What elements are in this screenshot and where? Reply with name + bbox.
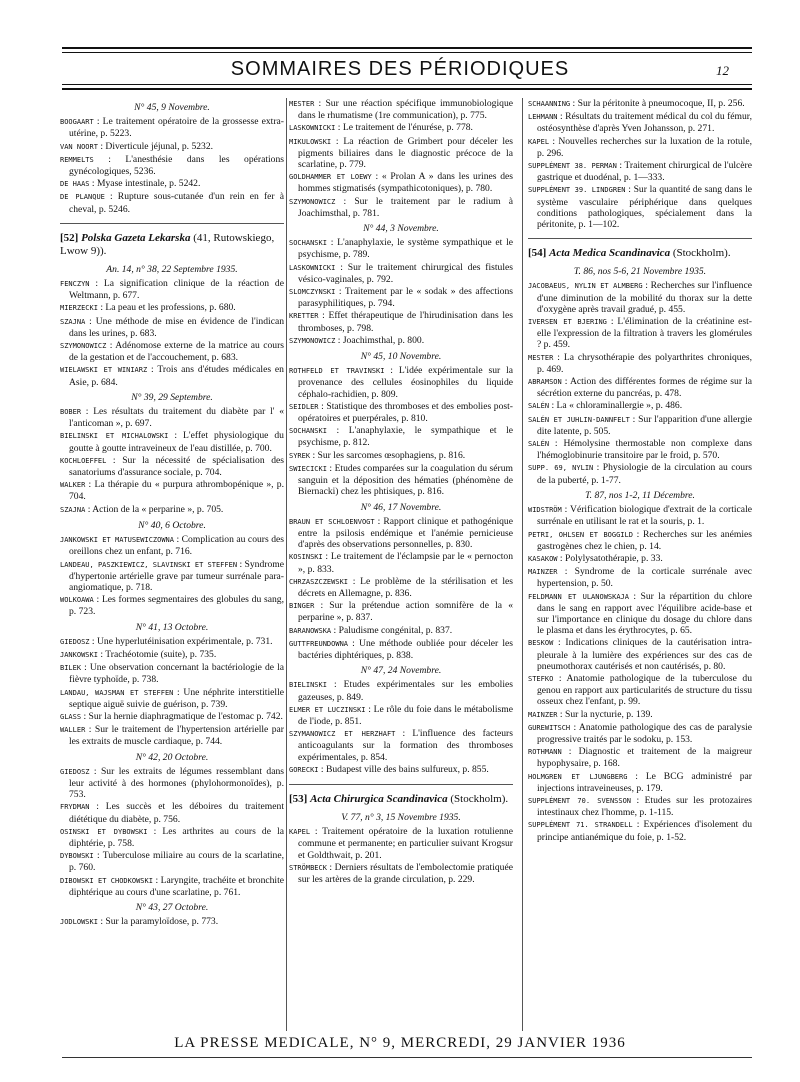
article-author: MESTER: [289, 100, 315, 108]
article-entry: LEHMANN : Résultats du traitement médical du col du fémur, ostéosynthèse d'après Yven Johansson, p. 271.: [528, 111, 752, 135]
article-author: DYBOWSKI: [60, 852, 94, 861]
article-author: WIELAWSKI ET WINIARZ: [60, 366, 148, 375]
article-author: SZAJNA: [60, 505, 86, 514]
article-entry: SZYMONOWICZ : Adénomose externe de la matrice au cours de la gestation et de l'accouchement, p. 683.: [60, 340, 284, 364]
article-title: L'idée expérimentale sur la provenance des cellules éosinophiles du liquide céphalo-rachidien, p. 809.: [298, 365, 513, 400]
article-title: Anatomie pathologique des cas de paralysie progressive traités par le sodoku, p. 153.: [537, 721, 753, 745]
article-title: Complication au cours des oreillons chez un enfant, p. 716.: [69, 534, 284, 558]
page-number: 12: [716, 63, 729, 78]
article-entry: SALÉN : Hémolysine thermostable non complexe dans l'hémoglobinurie transitoire par le froid, p. 570.: [528, 438, 752, 462]
article-author: GORECKI: [289, 765, 319, 774]
column-middle: [289, 98, 513, 886]
article-title: Vérification biologique d'extrait de la corticale surrénale en utilisant le rat et la souris, p. 1.: [537, 504, 752, 528]
article-title: Paludisme congénital, p. 837.: [338, 624, 453, 636]
article-title: Le traitement de l'éclampsie par le « pernocton », p. 833.: [298, 551, 513, 575]
article-entry: WALLER : Sur le traitement de l'hypertension artérielle par les extraits de muscle cardiaque, p. 744.: [60, 724, 285, 748]
article-entry: JACOBAEUS, NYLIN ET ALMBERG : Recherches sur l'influence d'une diminution de la mobilité du thorax sur la dette d'oxygène après travail gradué, p. 455.: [528, 280, 752, 315]
article-author: MAINZER: [528, 568, 558, 577]
article-entry: JANKOWSKI : Trachéotomie (suite), p. 735.: [60, 648, 217, 660]
article-entry: LANDAU, WAJSMAN ET STEFFEN : Une néphrite interstitielle septique aiguë suivie de guérison, p. 739.: [60, 686, 284, 710]
article-title: Syndrome d'hypertonie artérielle grave par tumeur surrénale para-angiomatique, p. 718.: [69, 558, 284, 593]
column-divider: [286, 98, 287, 1031]
article-author: ELMER ET LUCZINSKI: [289, 705, 366, 714]
article-title: L'influence des facteurs anticoagulants sur la formation des thromboses expérimentales, p. 854.: [298, 728, 513, 763]
article-entry: KRETTER : Effet thérapeutique de l'hirudinisation dans les thromboses, p. 798.: [289, 310, 514, 334]
article-entry: CHRZASZCZEWSKI : Le problème de la stérilisation et les décrets en Allemagne, p. 836.: [289, 575, 513, 599]
header-rule-bottom-thin: [62, 84, 752, 85]
article-entry: MESTER : Sur une réaction spécifique immunobiologique dans le rhumatisme (1re communication), p. 775.: [289, 98, 513, 122]
article-entry: SWIECICKI : Etudes comparées sur la coagulation du sérum sanguin et la déposition des hématies (phénomène de Biernacki) chez les phtisiques, p. 816.: [289, 462, 513, 498]
article-entry: SUPPLÉMENT 70. SVENSSON : Etudes sur les protozaires intestinaux chez l'homme, p. 1-115.: [528, 794, 752, 819]
journal-separator: [289, 784, 513, 785]
article-title: Recherches sur les anémies gastrogènes chez le chien, p. 14.: [537, 528, 752, 552]
article-author: DIBOWSKI ET CHODKOWSKI: [60, 876, 153, 885]
article-author: SALÉN: [528, 440, 550, 449]
article-author: FELDMANN ET ULANOWSKAJA: [528, 592, 629, 601]
article-entry: BOOGAART : Le traitement opératoire de la grossesse extra-utérine, p. 5223.: [60, 116, 284, 140]
article-author: ROTHMANN: [528, 748, 562, 757]
article-title: Derniers résultats de l'embolectomie pratiquée sur les artères de la grande circulation, p. 229.: [298, 861, 513, 885]
article-author: GUREWITSCH: [528, 723, 571, 732]
article-title: La peau et les professions, p. 680.: [105, 302, 236, 314]
article-author: BINGER: [289, 602, 315, 611]
article-title: Hémolysine thermostable non complexe dans l'hémoglobinurie transitoire par le froid, p. 570.: [537, 438, 752, 462]
article-author: GOLDHAMMER ET LOEWY: [289, 173, 372, 182]
article-title: Diagnostic et traitement de la maigreur hypophysaire, p. 168.: [537, 746, 752, 770]
article-entry: BILEK : Une observation concernant la bactériologie de la fièvre typhoïde, p. 738.: [60, 662, 284, 686]
article-author: KOCHLOEFFEL: [60, 456, 107, 465]
article-author: SZAJNA: [60, 317, 86, 326]
article-entry: BRAUN ET SCHLOENVOGT : Rapport clinique et pathogénique entre la psilosis endémique et l'anémie pernicieuse d'après des observations personnelles, p. 830.: [289, 515, 513, 551]
issue-heading: N° 39, 29 Septembre.: [131, 391, 213, 403]
article-entry: KAPEL : Nouvelles recherches sur la luxation de la rotule, p. 296.: [528, 135, 753, 159]
article-title: L'anaphylaxie, le système sympathique et le psychisme, p. 789.: [298, 237, 513, 261]
article-author: SUPPLÉMENT 70. SVENSSON: [528, 796, 632, 805]
article-title: Sur le traitement chirurgical des fistules vésico-vaginales, p. 792.: [298, 261, 514, 285]
article-title: Action de la « perparine », p. 705.: [92, 503, 224, 515]
issue-heading: N° 47, 24 Novembre.: [360, 665, 442, 677]
article-title: Le problème de la stérilisation et les décrets en Allemagne, p. 836.: [298, 575, 513, 599]
article-entry: FELDMANN ET ULANOWSKAJA : Sur la répartition du chlore dans le sang en rapport avec l'équilibre acide-base et sur l'importance en clinique du dosage du chlore dans le plasma et dans les érythrocytes, p. 65.: [528, 590, 753, 637]
article-author: SUPPLÉMENT 71. STRANDELL: [528, 821, 633, 830]
article-author: IVERSEN ET BJERING: [528, 318, 607, 327]
article-entry: KOSINSKI : Le traitement de l'éclampsie par le « pernocton », p. 833.: [289, 551, 513, 575]
article-author: MIKULOWSKI: [289, 137, 332, 146]
issue-heading: N° 40, 6 Octobre.: [138, 519, 206, 531]
article-entry: VAN NOORT : Diverticule jéjunal, p. 5232.: [60, 140, 214, 152]
article-entry: LASKOWNICKI : Le traitement de l'énurése, p. 778.: [289, 122, 473, 134]
article-title: Traitement par le « sodak » des affections parasyphilitiques, p. 794.: [298, 286, 513, 310]
article-entry: GUREWITSCH : Anatomie pathologique des cas de paralysie progressive traités par le sodoku, p. 153.: [528, 721, 753, 745]
article-author: BOOGAART: [60, 118, 94, 127]
article-author: CHRZASZCZEWSKI: [289, 577, 349, 586]
issue-heading: An. 14, n° 38, 22 Septembre 1935.: [106, 263, 238, 275]
article-entry: ELMER ET LUCZINSKI : Le rôle du foie dans le métabolisme de l'iode, p. 851.: [289, 703, 513, 727]
article-author: HOLMGREN ET LJUNGBERG: [528, 772, 628, 781]
article-title: Anatomie pathologique de la tuberculose du genou en rapport aux particularités de structure du tissu osseux chez l'enfant, p. 99.: [537, 672, 752, 708]
article-entry: DYBOWSKI : Tuberculose miliaire au cours de la scarlatine, p. 760.: [60, 850, 284, 874]
article-author: SUPPLÉMENT 38. PERMAN: [528, 162, 617, 171]
article-author: KAPEL: [289, 828, 311, 837]
article-title: Sur la hernie diaphragmatique de l'estomac p. 742.: [88, 710, 283, 722]
article-entry: FRYDMAN : Les succès et les déboires du traitement diététique du diabète, p. 756.: [60, 801, 284, 825]
article-title: Indications cliniques de la cautérisation intra-pleurale à la lumière des expériences sur des cas de pneumothorax cautérisés et non cautérisés, p. 80.: [537, 637, 752, 672]
journal-number: [52]: [60, 231, 79, 244]
article-entry: SZYMANOWICZ ET HERZHAFT : L'influence des facteurs anticoagulants sur la formation des thromboses expérimentales, p. 854.: [289, 728, 513, 763]
article-author: LANDAU, WAJSMAN ET STEFFEN: [60, 688, 174, 697]
article-title: Rupture sous-cutanée d'un rein en fer à cheval, p. 5246.: [69, 191, 284, 215]
article-entry: SALÉN : La « chloraminallergie », p. 486.: [528, 400, 683, 412]
article-author: BRAUN ET SCHLOENVOGT: [289, 517, 375, 526]
article-author: SOCHANSKI: [289, 427, 327, 436]
article-entry: SZAJNA : Une méthode de mise en évidence de l'indican dans les urines, p. 683.: [60, 315, 285, 339]
column-divider: [522, 98, 523, 1031]
article-title: Une méthode oubliée pour déceler les bactéries diphtériques, p. 838.: [298, 637, 514, 661]
article-author: PETRI, OHLSEN ET BOGGILD: [528, 530, 633, 539]
article-entry: ROTHFELD ET TRAVINSKI : L'idée expérimentale sur la provenance des cellules éosinophiles du liquide céphalo-rachidien, p. 809.: [289, 365, 513, 400]
article-author: SALÉN ET JUHLIN-DANNFELT: [528, 415, 630, 424]
article-title: L'anaphylaxie, le sympathique et le psychisme, p. 812.: [298, 425, 513, 449]
article-title: L'anesthésie dans les opérations gynécologiques, 5236.: [69, 153, 284, 178]
header-rule-bottom: [62, 88, 752, 90]
article-author: LASKOWNICKI: [289, 124, 336, 133]
article-author: DE HAAS: [60, 180, 90, 189]
article-title: Les résultats du traitement du diabète par l' « l'anticoman », p. 697.: [69, 406, 284, 430]
article-author: WALLER: [60, 726, 86, 735]
article-entry: SYREK : Sur les sarcomes œsophagiens, p. 816.: [289, 449, 466, 461]
issue-heading: T. 86, nos 5-6, 21 Novembre 1935.: [573, 266, 707, 278]
article-author: SOCHANSKI: [289, 239, 327, 248]
article-entry: MIKULOWSKI : La réaction de Grimbert pour déceler les pigments biliaires dans le diagnostic précoce de la scarlatine, p. 779.: [289, 135, 513, 171]
article-author: STEFKO: [528, 674, 554, 683]
article-title: Joachimsthal, p. 800.: [342, 334, 425, 346]
article-title: La « chloraminallergie », p. 486.: [556, 400, 683, 412]
article-entry: STRÖMBECK : Derniers résultats de l'embolectomie pratiquée sur les artères de la grande circulation, p. 229.: [289, 861, 513, 885]
journal-number: [53]: [289, 792, 308, 805]
article-author: MESTER: [528, 353, 554, 362]
article-entry: SZYMONOWICZ : Sur le traitement par le radium à Joachimsthal, p. 781.: [289, 195, 514, 219]
article-title: Sur la nécessité de spécialisation des sanatoriums d'assurance sociale, p. 704.: [69, 454, 285, 479]
article-title: Trachéotomie (suite), p. 735.: [105, 648, 217, 660]
article-entry: GLASS : Sur la hernie diaphragmatique de l'estomac p. 742.: [60, 710, 283, 722]
article-entry: GUTTFREUNDOWNA : Une méthode oubliée pour déceler les bactéries diphtériques, p. 838.: [289, 637, 514, 661]
article-entry: LANDEAU, PASZKIEWICZ, SLAVINSKI ET STEFFEN : Syndrome d'hypertonie artérielle grave par tumeur surrénale para-angiomatique, p. 718.: [60, 558, 284, 593]
footer-rule: [62, 1057, 752, 1058]
article-author: FRYDMAN: [60, 803, 90, 812]
article-title: Le traitement de l'énurése, p. 778.: [342, 122, 473, 134]
article-entry: SZYMONOWICZ : Joachimsthal, p. 800.: [289, 334, 425, 346]
header-rule-top-thin: [62, 52, 752, 53]
article-title: Sur une réaction spécifique immunobiologique dans le rhumatisme (1re communication), p. 775.: [298, 98, 513, 122]
article-title: Rapport clinique et pathogénique entre la psilosis endémique et l'anémie pernicieuse d'après des observations personnelles, p. 830.: [298, 515, 513, 551]
article-author: MAINZER: [528, 710, 558, 719]
article-entry: BINGER : Sur la prétendue action somnifère de la « perparine », p. 837.: [289, 600, 513, 624]
article-title: Etudes expérimentales sur les embolies gazeuses, p. 849.: [298, 679, 513, 703]
article-title: Sur la paramyloïdose, p. 773.: [105, 916, 219, 928]
article-author: ABRAMSON: [528, 378, 562, 387]
article-author: KRETTER: [289, 312, 319, 321]
issue-heading: N° 41, 13 Octobre.: [135, 621, 209, 633]
article-entry: IVERSEN ET BJERING : L'élimination de la créatinine est-elle l'expression de la filtration à travers les glomérules ? p. 459.: [528, 316, 753, 351]
article-entry: SCHAANNING : Sur la péritonite à pneumocoque, II, p. 256.: [528, 98, 745, 109]
header-rule-top: [62, 47, 752, 49]
article-entry: JODLOWSKI : Sur la paramyloïdose, p. 773.: [60, 916, 219, 928]
article-title: Sur la nycturie, p. 139.: [564, 708, 653, 720]
issue-heading: N° 46, 17 Novembre.: [360, 501, 442, 513]
article-title: Sur la prétendue action somnifère de la « perparine », p. 837.: [298, 600, 513, 624]
article-title: Résultats du traitement médical du col du fémur, ostéosynthèse d'après Yven Johansson, p. 271.: [537, 111, 752, 135]
issue-heading: N° 43, 27 Octobre.: [135, 901, 209, 913]
article-title: Une méthode de mise en évidence de l'indican dans les urines, p. 683.: [69, 315, 285, 339]
journal-name: Acta Chirurgica Scandinavica: [310, 792, 448, 805]
article-author: LANDEAU, PASZKIEWICZ, SLAVINSKI ET STEFFEN: [60, 560, 238, 569]
article-entry: SUPPLÉMENT 38. PERMAN : Traitement chirurgical de l'ulcère gastrique et duodénal, p. 1—333.: [528, 160, 752, 184]
column-right: [528, 98, 752, 844]
article-author: BARANOWSKA: [289, 626, 332, 635]
article-title: Le traitement opératoire de la grossesse extra-utérine, p. 5223.: [69, 116, 284, 140]
article-entry: SUPPLÉMENT 71. STRANDELL : Expériences d'isolement du principe antianémique du foie, p. 1-52.: [528, 819, 752, 843]
article-author: DE PLANQUE: [60, 193, 105, 202]
article-title: Statistique des thromboses et des embolies post-opératoires et puerpérales, p. 810.: [298, 400, 513, 425]
article-author: KOSINSKI: [289, 553, 323, 562]
article-title: La chrysothérapie des polyarthrites chroniques, p. 469.: [537, 351, 752, 375]
article-author: KASAKOW: [528, 554, 558, 563]
article-author: GUTTFREUNDOWNA: [289, 639, 349, 648]
journal-heading: [528, 247, 752, 260]
article-title: Le rôle du foie dans le métabolisme de l'iode, p. 851.: [298, 703, 513, 727]
article-author: GIEDOSZ: [60, 637, 90, 646]
article-entry: BESKOW : Indications cliniques de la cautérisation intra-pleurale à la lumière des expériences sur des cas de pneumothorax cautérisés et non cautérisés, p. 80.: [528, 637, 752, 672]
article-title: Tuberculose miliaire au cours de la scarlatine, p. 760.: [69, 850, 284, 874]
article-entry: FENCZYN : La signification clinique de la réaction de Weltmann, p. 677.: [60, 278, 284, 302]
article-author: SZYMONOWICZ: [289, 197, 336, 206]
journal-heading: [60, 232, 284, 258]
article-title: Sur la répartition du chlore dans le sang en rapport avec l'équilibre acide-base et sur l'importance en clinique du dosage du chlore dans le plasma et dans les érythrocytes, p. 65.: [537, 590, 753, 637]
article-title: La thérapie du « purpura athrombopénique », p. 704.: [69, 479, 284, 503]
article-entry: GIEDOSZ : Sur les extraits de légumes ressemblant dans leur activité à des hormones (phylohormonoïdes), p. 753.: [60, 765, 284, 801]
article-author: SEIDLER: [289, 402, 319, 411]
article-title: Sur les sarcomes œsophagiens, p. 816.: [317, 449, 466, 461]
article-author: JACOBAEUS, NYLIN ET ALMBERG: [528, 282, 643, 291]
article-entry: SUPP. 69, NYLIN : Physiologie de la circulation au cours de la puberté, p. 1-77.: [528, 462, 753, 486]
article-author: SCHAANNING: [528, 100, 571, 108]
article-author: STRÖMBECK: [289, 863, 327, 872]
article-title: Une observation concernant la bactériologie de la fièvre typhoïde, p. 738.: [69, 662, 284, 686]
article-title: Sur l'apparition d'une allergie dite latente, p. 505.: [537, 413, 752, 437]
article-title: Action des différentes formes de régime sur la sécrétion externe du pancréas, p. 478.: [537, 376, 752, 400]
article-entry: BIELINSKI ET MICHALOWSKI : L'effet physiologique du goutte à goutte intraveineux de l'eau distillée, p. 700.: [60, 430, 284, 454]
article-entry: LASKOWNICKI : Sur le traitement chirurgical des fistules vésico-vaginales, p. 792.: [289, 261, 514, 285]
issue-heading: N° 45, 10 Novembre.: [360, 351, 442, 363]
article-entry: OSINSKI ET DYBOWSKI : Les arthrites au cours de la diphtérie, p. 758.: [60, 825, 285, 849]
article-entry: MESTER : La chrysothérapie des polyarthrites chroniques, p. 469.: [528, 351, 752, 375]
article-title: Traitement opératoire de la luxation rotulienne commune et permanente; en particulier suivant Krogsur et Goldthwait, p. 201.: [298, 826, 513, 861]
article-author: SYREK: [289, 451, 311, 460]
article-title: Sur le traitement par le radium à Joachimsthal, p. 781.: [298, 195, 514, 219]
article-title: Les succès et les déboires du traitement diététique du diabète, p. 756.: [69, 801, 284, 825]
article-entry: DIBOWSKI ET CHODKOWSKI : Laryngite, trachéite et bronchite diphtérique au cours d'une scarlatine, p. 761.: [60, 874, 285, 898]
article-title: Sur le traitement de l'hypertension artérielle par les extraits de muscle cardiaque, p. 744.: [69, 724, 285, 748]
article-entry: SOCHANSKI : L'anaphylaxie, le système sympathique et le psychisme, p. 789.: [289, 237, 513, 261]
issue-heading: N° 45, 9 Novembre.: [134, 102, 210, 113]
article-entry: BOBER : Les résultats du traitement du diabète par l' « l'anticoman », p. 697.: [60, 406, 284, 430]
article-title: Recherches sur l'influence d'une diminution de la mobilité du thorax sur la dette d'oxygène après travail gradué, p. 455.: [537, 280, 752, 315]
article-title: Physiologie de la circulation au cours de la puberté, p. 1-77.: [537, 462, 753, 486]
journal-info: (Stockholm).: [450, 792, 509, 805]
article-entry: DE HAAS : Myase intestinale, p. 5242.: [60, 178, 201, 190]
article-entry: BARANOWSKA : Paludisme congénital, p. 837.: [289, 624, 453, 636]
journal-name: Acta Medica Scandinavica: [549, 247, 671, 260]
article-entry: STEFKO : Anatomie pathologique de la tuberculose du genou en rapport aux particularités de structure du tissu osseux chez l'enfant, p. 99.: [528, 672, 752, 708]
article-author: JANKOWSKI ET MATUSEWICZOWNA: [60, 536, 174, 545]
article-entry: SUPPLÉMENT 39. LINDGREN : Sur la quantité de sang dans le système vasculaire périphérique dans quelques conditions pathologiques, spécialement dans la péritonite, p. 1—102.: [528, 184, 752, 231]
article-author: WIDSTRÖM: [528, 506, 562, 515]
article-title: Une hyperlutéinisation expérimentale, p. 731.: [96, 635, 273, 647]
article-author: LEHMANN: [528, 113, 558, 122]
article-title: Etudes comparées sur la coagulation du sérum sanguin et la déposition des hématies (phénomène de Biernacki) chez les phtisiques, p. 816.: [298, 462, 513, 498]
issue-heading: N° 44, 3 Novembre.: [363, 223, 439, 235]
article-title: L'élimination de la créatinine est-elle l'expression de la filtration à travers les glomérules ? p. 459.: [537, 316, 753, 351]
article-title: Les formes segmentaires des globules du sang, p. 723.: [69, 594, 285, 618]
article-author: SUPP. 69, NYLIN: [528, 464, 594, 473]
article-author: REMMELTS: [60, 155, 94, 164]
article-entry: JANKOWSKI ET MATUSEWICZOWNA : Complication au cours des oreillons chez un enfant, p. 716.: [60, 534, 284, 558]
article-title: Budapest ville des bains sulfureux, p. 855.: [325, 763, 489, 775]
journal-separator: [528, 238, 752, 239]
article-title: L'effet physiologique du goutte à goutte intraveineux de l'eau distillée, p. 700.: [69, 430, 284, 454]
journal-name: Polska Gazeta Lekarska: [81, 231, 191, 244]
article-author: VAN NOORT: [60, 142, 98, 151]
article-entry: WIELAWSKI ET WINIARZ : Trois ans d'études médicales en Asie, p. 684.: [60, 364, 284, 388]
article-entry: WIDSTRÖM : Vérification biologique d'extrait de la corticale surrénale en utilisant le rat et la souris, p. 1.: [528, 504, 752, 528]
article-author: WALKER: [60, 481, 86, 490]
article-author: WOLKOAWA: [60, 596, 94, 605]
article-entry: KOCHLOEFFEL : Sur la nécessité de spécialisation des sanatoriums d'assurance sociale, p. 704.: [60, 454, 285, 479]
article-author: SZYMONOWICZ: [289, 336, 336, 345]
article-entry: SZAJNA : Action de la « perparine », p. 705.: [60, 503, 224, 515]
article-title: Diverticule jéjunal, p. 5232.: [105, 140, 214, 152]
article-title: Myase intestinale, p. 5242.: [96, 178, 201, 190]
article-author: BILEK: [60, 664, 82, 673]
article-title: Sur la péritonite à pneumocoque, II, p. 256.: [577, 98, 745, 109]
journal-number: [54]: [528, 247, 547, 260]
article-author: SZYMONOWICZ: [60, 342, 107, 351]
article-entry: GORECKI : Budapest ville des bains sulfureux, p. 855.: [289, 763, 489, 775]
article-entry: MAINZER : Sur la nycturie, p. 139.: [528, 708, 653, 720]
journal-info: (41, Rutowskiego, Lwow 9)).: [60, 231, 275, 257]
article-author: ROTHFELD ET TRAVINSKI: [289, 367, 385, 376]
column-left: [60, 98, 284, 929]
article-entry: SOCHANSKI : L'anaphylaxie, le sympathique et le psychisme, p. 812.: [289, 425, 513, 449]
article-author: BESKOW: [528, 639, 554, 648]
article-entry: REMMELTS : L'anesthésie dans les opérations gynécologiques, 5236.: [60, 153, 284, 178]
article-title: Syndrome de la corticale surrénale avec hypertension, p. 50.: [537, 566, 752, 590]
article-author: GIEDOSZ: [60, 767, 90, 776]
issue-heading: V. 77, n° 3, 15 Novembre 1935.: [341, 811, 461, 823]
article-title: La réaction de Grimbert pour déceler les pigments biliaires dans le diagnostic précoce de la scarlatine, p. 779.: [298, 135, 513, 171]
issue-heading: N° 42, 20 Octobre.: [135, 751, 209, 763]
article-title: Laryngite, trachéite et bronchite diphtérique au cours d'une scarlatine, p. 761.: [69, 874, 285, 898]
article-title: Une néphrite interstitielle septique aiguë suivie de guérison, p. 739.: [69, 686, 284, 710]
article-title: Les arthrites au cours de la diphtérie, p. 758.: [69, 825, 285, 849]
article-author: FENCZYN: [60, 280, 90, 289]
article-entry: KASAKOW : Polylysatothérapie, p. 33.: [528, 552, 663, 564]
article-author: SZYMANOWICZ ET HERZHAFT: [289, 730, 396, 739]
article-author: BOBER: [60, 408, 82, 417]
article-author: BIELINSKI: [289, 681, 327, 690]
article-title: Polylysatothérapie, p. 33.: [564, 552, 663, 564]
article-title: Adénomose externe de la matrice au cours de la gestation et de l'accouchement, p. 683.: [69, 340, 284, 364]
article-entry: WOLKOAWA : Les formes segmentaires des globules du sang, p. 723.: [60, 594, 285, 618]
article-title: La signification clinique de la réaction de Weltmann, p. 677.: [69, 278, 284, 302]
article-title: Sur les extraits de légumes ressemblant dans leur activité à des hormones (phylohormonoïdes), p. 753.: [69, 765, 284, 801]
article-entry: PETRI, OHLSEN ET BOGGILD : Recherches sur les anémies gastrogènes chez le chien, p. 14.: [528, 528, 752, 552]
article-entry: WALKER : La thérapie du « purpura athrombopénique », p. 704.: [60, 479, 284, 503]
article-entry: MAINZER : Syndrome de la corticale surrénale avec hypertension, p. 50.: [528, 566, 752, 590]
article-entry: SALÉN ET JUHLIN-DANNFELT : Sur l'apparition d'une allergie dite latente, p. 505.: [528, 413, 752, 437]
article-title: Traitement chirurgical de l'ulcère gastrique et duodénal, p. 1—333.: [537, 160, 752, 184]
article-entry: KAPEL : Traitement opératoire de la luxation rotulienne commune et permanente; en particulier suivant Krogsur et Goldthwait, p. 201.: [289, 826, 513, 861]
article-author: LASKOWNICKI: [289, 263, 336, 272]
issue-heading: T. 87, nos 1-2, 11 Décembre.: [585, 489, 695, 501]
article-entry: ABRAMSON : Action des différentes formes de régime sur la sécrétion externe du pancréas, p. 478.: [528, 376, 752, 400]
footer-text: LA PRESSE MEDICALE, N° 9, MERCREDI, 29 JANVIER 1936: [174, 1035, 626, 1051]
article-author: SLOMCZYNSKI: [289, 288, 336, 297]
article-title: « Prolan A » dans les urines des hommes stigmatisés (sympathicotoniques), p. 780.: [298, 171, 514, 195]
article-author: BIELINSKI ET MICHALOWSKI: [60, 432, 169, 441]
article-title: Expériences d'isolement du principe antianémique du foie, p. 1-52.: [537, 819, 752, 843]
article-title: Trois ans d'études médicales en Asie, p. 684.: [69, 364, 284, 388]
article-entry: HOLMGREN ET LJUNGBERG : Le BCG administré par injections intraveineuses, p. 179.: [528, 770, 752, 794]
article-author: GLASS: [60, 712, 82, 721]
article-title: Etudes sur les protozaires intestinaux chez l'homme, p. 1-115.: [537, 794, 752, 819]
journal-info: (Stockholm).: [672, 247, 731, 260]
article-author: SWIECICKI: [289, 464, 327, 473]
article-author: SALÉN: [528, 402, 550, 411]
article-entry: ROTHMANN : Diagnostic et traitement de la maigreur hypophysaire, p. 168.: [528, 746, 752, 770]
article-author: MIERZECKI: [60, 304, 98, 313]
article-author: KAPEL: [528, 137, 550, 146]
article-entry: MIERZECKI : La peau et les professions, p. 680.: [60, 302, 236, 314]
article-entry: BIELINSKI : Etudes expérimentales sur les embolies gazeuses, p. 849.: [289, 679, 513, 703]
page-title: SOMMAIRES DES PÉRIODIQUES: [230, 58, 570, 80]
article-entry: SEIDLER : Statistique des thromboses et des embolies post-opératoires et puerpérales, p. 810.: [289, 400, 513, 425]
article-entry: DE PLANQUE : Rupture sous-cutanée d'un rein en fer à cheval, p. 5246.: [60, 191, 284, 215]
article-title: Le BCG administré par injections intraveineuses, p. 179.: [537, 770, 752, 794]
journal-heading: [289, 793, 513, 806]
article-author: SUPPLÉMENT 39. LINDGREN: [528, 186, 626, 195]
article-entry: GIEDOSZ : Une hyperlutéinisation expérimentale, p. 731.: [60, 635, 273, 647]
article-entry: SLOMCZYNSKI : Traitement par le « sodak » des affections parasyphilitiques, p. 794.: [289, 286, 513, 310]
journal-separator: [60, 223, 284, 224]
article-author: JANKOWSKI: [60, 650, 98, 659]
article-title: Sur la quantité de sang dans le système vasculaire périphérique dans quelques conditions pathologiques, spécialement dans la péritonite, p. 1—102.: [537, 184, 752, 231]
article-title: Effet thérapeutique de l'hirudinisation dans les thromboses, p. 798.: [298, 310, 514, 334]
article-author: OSINSKI ET DYBOWSKI: [60, 827, 148, 836]
article-entry: GOLDHAMMER ET LOEWY : « Prolan A » dans les urines des hommes stigmatisés (sympathicotoniques), p. 780.: [289, 171, 514, 195]
article-author: JODLOWSKI: [60, 918, 98, 927]
article-title: Nouvelles recherches sur la luxation de la rotule, p. 296.: [537, 135, 753, 159]
